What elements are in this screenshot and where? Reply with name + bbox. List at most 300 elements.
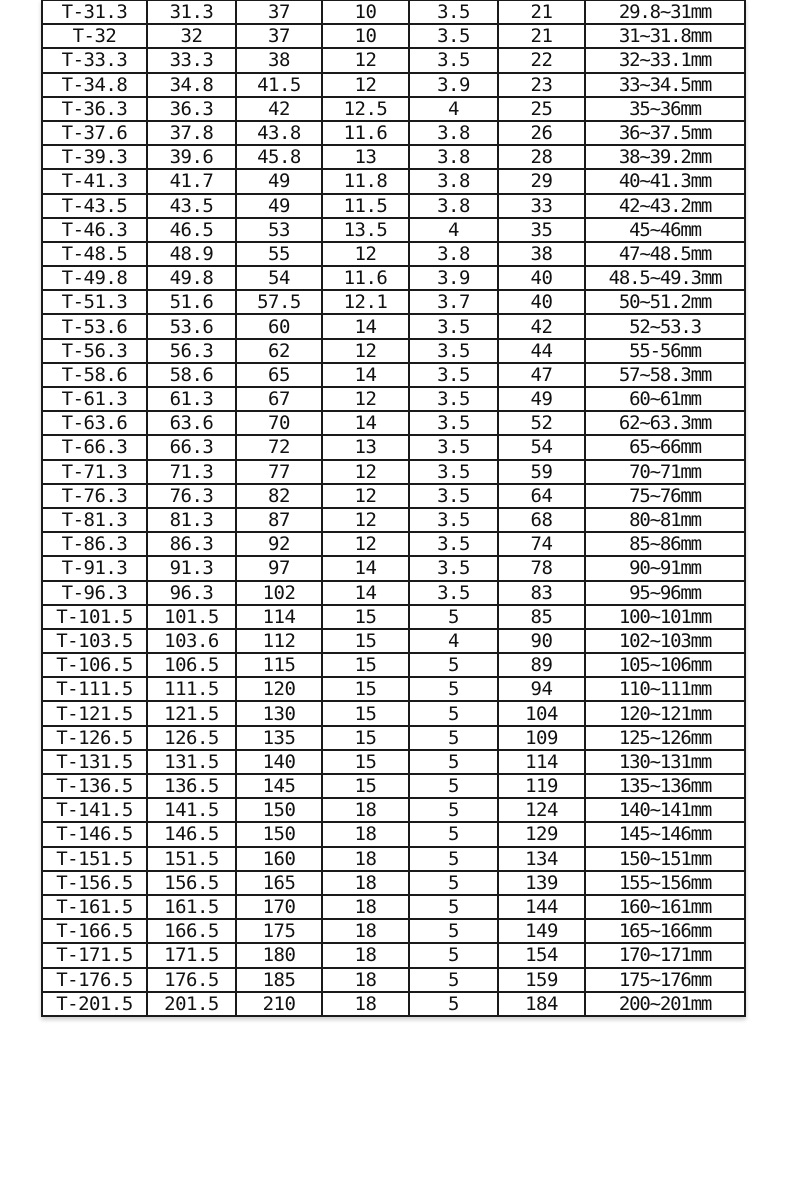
cell-fit-range: 135~136mm <box>585 774 745 798</box>
cell-thickness: 5 <box>409 798 498 822</box>
cell-fit-range: 170~171mm <box>585 943 745 967</box>
cell-dimension: 94 <box>498 677 585 701</box>
cell-outer-diameter: 70 <box>236 411 322 435</box>
cell-fit-range: 65~66mm <box>585 435 745 459</box>
cell-model: T-37.6 <box>42 121 147 145</box>
cell-thickness: 3.5 <box>409 339 498 363</box>
cell-fit-range: 165~166mm <box>585 919 745 943</box>
cell-width: 18 <box>322 895 409 919</box>
cell-model: T-91.3 <box>42 556 147 580</box>
cell-fit-range: 110~111mm <box>585 677 745 701</box>
cell-dimension: 114 <box>498 750 585 774</box>
cell-width: 15 <box>322 726 409 750</box>
cell-inner-diameter: 96.3 <box>147 581 236 605</box>
cell-width: 15 <box>322 605 409 629</box>
cell-outer-diameter: 49 <box>236 194 322 218</box>
cell-fit-range: 55-56mm <box>585 339 745 363</box>
cell-fit-range: 38~39.2mm <box>585 145 745 169</box>
cell-thickness: 3.5 <box>409 24 498 48</box>
cell-thickness: 4 <box>409 97 498 121</box>
cell-model: T-36.3 <box>42 97 147 121</box>
cell-dimension: 64 <box>498 484 585 508</box>
cell-thickness: 5 <box>409 992 498 1016</box>
cell-fit-range: 75~76mm <box>585 484 745 508</box>
cell-outer-diameter: 62 <box>236 339 322 363</box>
cell-fit-range: 140~141mm <box>585 798 745 822</box>
cell-inner-diameter: 171.5 <box>147 943 236 967</box>
cell-thickness: 3.7 <box>409 290 498 314</box>
cell-outer-diameter: 92 <box>236 532 322 556</box>
cell-outer-diameter: 45.8 <box>236 145 322 169</box>
cell-outer-diameter: 210 <box>236 992 322 1016</box>
cell-thickness: 5 <box>409 726 498 750</box>
cell-dimension: 78 <box>498 556 585 580</box>
table-row <box>42 145 745 169</box>
cell-dimension: 104 <box>498 701 585 725</box>
cell-dimension: 47 <box>498 363 585 387</box>
cell-inner-diameter: 53.6 <box>147 314 236 338</box>
cell-thickness: 5 <box>409 701 498 725</box>
cell-width: 14 <box>322 411 409 435</box>
table-row <box>42 169 745 193</box>
cell-inner-diameter: 106.5 <box>147 653 236 677</box>
cell-width: 12 <box>322 387 409 411</box>
cell-outer-diameter: 112 <box>236 629 322 653</box>
cell-inner-diameter: 161.5 <box>147 895 236 919</box>
cell-model: T-151.5 <box>42 847 147 871</box>
table-row <box>42 121 745 145</box>
table-row <box>42 290 745 314</box>
cell-width: 11.6 <box>322 121 409 145</box>
cell-outer-diameter: 185 <box>236 968 322 992</box>
cell-outer-diameter: 114 <box>236 605 322 629</box>
table-row <box>42 943 745 967</box>
cell-outer-diameter: 160 <box>236 847 322 871</box>
table-row <box>42 605 745 629</box>
cell-model: T-126.5 <box>42 726 147 750</box>
cell-fit-range: 45~46mm <box>585 218 745 242</box>
cell-model: T-43.5 <box>42 194 147 218</box>
table-row <box>42 750 745 774</box>
cell-dimension: 49 <box>498 387 585 411</box>
cell-model: T-131.5 <box>42 750 147 774</box>
cell-outer-diameter: 43.8 <box>236 121 322 145</box>
cell-inner-diameter: 201.5 <box>147 992 236 1016</box>
cell-fit-range: 32~33.1mm <box>585 48 745 72</box>
cell-thickness: 3.5 <box>409 435 498 459</box>
cell-width: 11.8 <box>322 169 409 193</box>
cell-thickness: 3.5 <box>409 411 498 435</box>
cell-fit-range: 80~81mm <box>585 508 745 532</box>
cell-width: 12 <box>322 460 409 484</box>
cell-fit-range: 175~176mm <box>585 968 745 992</box>
table-row <box>42 363 745 387</box>
cell-fit-range: 70~71mm <box>585 460 745 484</box>
cell-model: T-86.3 <box>42 532 147 556</box>
cell-fit-range: 60~61mm <box>585 387 745 411</box>
cell-fit-range: 155~156mm <box>585 871 745 895</box>
cell-thickness: 5 <box>409 943 498 967</box>
cell-outer-diameter: 57.5 <box>236 290 322 314</box>
cell-inner-diameter: 76.3 <box>147 484 236 508</box>
cell-dimension: 44 <box>498 339 585 363</box>
cell-model: T-51.3 <box>42 290 147 314</box>
cell-outer-diameter: 77 <box>236 460 322 484</box>
cell-thickness: 5 <box>409 774 498 798</box>
cell-dimension: 129 <box>498 822 585 846</box>
cell-outer-diameter: 67 <box>236 387 322 411</box>
cell-outer-diameter: 82 <box>236 484 322 508</box>
cell-thickness: 5 <box>409 871 498 895</box>
cell-dimension: 184 <box>498 992 585 1016</box>
cell-inner-diameter: 51.6 <box>147 290 236 314</box>
cell-outer-diameter: 72 <box>236 435 322 459</box>
cell-width: 12 <box>322 48 409 72</box>
cell-width: 15 <box>322 677 409 701</box>
cell-width: 12 <box>322 339 409 363</box>
cell-fit-range: 57~58.3mm <box>585 363 745 387</box>
table-row <box>42 581 745 605</box>
cell-inner-diameter: 111.5 <box>147 677 236 701</box>
table-row <box>42 726 745 750</box>
spec-table-body <box>42 0 745 1016</box>
cell-outer-diameter: 150 <box>236 822 322 846</box>
cell-outer-diameter: 65 <box>236 363 322 387</box>
cell-thickness: 3.5 <box>409 48 498 72</box>
table-row <box>42 460 745 484</box>
cell-thickness: 5 <box>409 677 498 701</box>
cell-fit-range: 48.5~49.3mm <box>585 266 745 290</box>
table-row <box>42 387 745 411</box>
cell-model: T-136.5 <box>42 774 147 798</box>
cell-inner-diameter: 141.5 <box>147 798 236 822</box>
cell-outer-diameter: 170 <box>236 895 322 919</box>
table-row <box>42 532 745 556</box>
table-row <box>42 556 745 580</box>
cell-model: T-32 <box>42 24 147 48</box>
cell-dimension: 29 <box>498 169 585 193</box>
table-row <box>42 24 745 48</box>
cell-model: T-53.6 <box>42 314 147 338</box>
cell-width: 18 <box>322 919 409 943</box>
cell-width: 18 <box>322 847 409 871</box>
cell-thickness: 3.9 <box>409 73 498 97</box>
cell-model: T-49.8 <box>42 266 147 290</box>
cell-outer-diameter: 54 <box>236 266 322 290</box>
cell-model: T-101.5 <box>42 605 147 629</box>
cell-model: T-56.3 <box>42 339 147 363</box>
cell-model: T-81.3 <box>42 508 147 532</box>
cell-thickness: 4 <box>409 629 498 653</box>
cell-thickness: 3.8 <box>409 121 498 145</box>
cell-outer-diameter: 37 <box>236 24 322 48</box>
cell-model: T-106.5 <box>42 653 147 677</box>
cell-thickness: 5 <box>409 822 498 846</box>
cell-thickness: 3.8 <box>409 169 498 193</box>
cell-inner-diameter: 32 <box>147 24 236 48</box>
cell-width: 18 <box>322 798 409 822</box>
cell-outer-diameter: 102 <box>236 581 322 605</box>
cell-fit-range: 62~63.3mm <box>585 411 745 435</box>
table-row <box>42 895 745 919</box>
cell-model: T-111.5 <box>42 677 147 701</box>
cell-width: 12.5 <box>322 97 409 121</box>
cell-width: 12 <box>322 532 409 556</box>
table-row <box>42 508 745 532</box>
cell-width: 11.5 <box>322 194 409 218</box>
cell-outer-diameter: 42 <box>236 97 322 121</box>
cell-inner-diameter: 121.5 <box>147 701 236 725</box>
cell-outer-diameter: 145 <box>236 774 322 798</box>
cell-model: T-76.3 <box>42 484 147 508</box>
cell-outer-diameter: 175 <box>236 919 322 943</box>
cell-thickness: 3.5 <box>409 363 498 387</box>
cell-fit-range: 40~41.3mm <box>585 169 745 193</box>
cell-fit-range: 160~161mm <box>585 895 745 919</box>
cell-dimension: 40 <box>498 266 585 290</box>
cell-width: 12 <box>322 484 409 508</box>
cell-thickness: 3.5 <box>409 581 498 605</box>
cell-model: T-39.3 <box>42 145 147 169</box>
cell-width: 14 <box>322 581 409 605</box>
cell-width: 14 <box>322 363 409 387</box>
cell-fit-range: 52~53.3 <box>585 314 745 338</box>
cell-inner-diameter: 156.5 <box>147 871 236 895</box>
table-row <box>42 242 745 266</box>
cell-inner-diameter: 58.6 <box>147 363 236 387</box>
table-row <box>42 411 745 435</box>
cell-inner-diameter: 131.5 <box>147 750 236 774</box>
cell-model: T-34.8 <box>42 73 147 97</box>
cell-model: T-71.3 <box>42 460 147 484</box>
cell-width: 14 <box>322 314 409 338</box>
cell-thickness: 5 <box>409 605 498 629</box>
cell-width: 12 <box>322 242 409 266</box>
cell-outer-diameter: 165 <box>236 871 322 895</box>
cell-thickness: 3.5 <box>409 387 498 411</box>
table-row <box>42 774 745 798</box>
cell-outer-diameter: 130 <box>236 701 322 725</box>
cell-fit-range: 100~101mm <box>585 605 745 629</box>
cell-dimension: 38 <box>498 242 585 266</box>
cell-width: 13.5 <box>322 218 409 242</box>
cell-inner-diameter: 49.8 <box>147 266 236 290</box>
cell-dimension: 89 <box>498 653 585 677</box>
cell-inner-diameter: 166.5 <box>147 919 236 943</box>
cell-model: T-176.5 <box>42 968 147 992</box>
cell-outer-diameter: 53 <box>236 218 322 242</box>
cell-model: T-146.5 <box>42 822 147 846</box>
cell-fit-range: 47~48.5mm <box>585 242 745 266</box>
cell-width: 15 <box>322 774 409 798</box>
cell-fit-range: 125~126mm <box>585 726 745 750</box>
cell-width: 13 <box>322 145 409 169</box>
cell-inner-diameter: 61.3 <box>147 387 236 411</box>
table-row <box>42 677 745 701</box>
cell-dimension: 59 <box>498 460 585 484</box>
table-row <box>42 968 745 992</box>
spec-table <box>41 0 746 1017</box>
cell-model: T-41.3 <box>42 169 147 193</box>
cell-model: T-31.3 <box>42 0 147 24</box>
cell-inner-diameter: 151.5 <box>147 847 236 871</box>
cell-fit-range: 50~51.2mm <box>585 290 745 314</box>
table-row <box>42 701 745 725</box>
cell-inner-diameter: 81.3 <box>147 508 236 532</box>
cell-fit-range: 36~37.5mm <box>585 121 745 145</box>
cell-dimension: 85 <box>498 605 585 629</box>
cell-outer-diameter: 49 <box>236 169 322 193</box>
cell-dimension: 144 <box>498 895 585 919</box>
cell-inner-diameter: 48.9 <box>147 242 236 266</box>
cell-dimension: 23 <box>498 73 585 97</box>
cell-width: 18 <box>322 822 409 846</box>
cell-model: T-66.3 <box>42 435 147 459</box>
cell-thickness: 3.5 <box>409 556 498 580</box>
cell-dimension: 52 <box>498 411 585 435</box>
table-row <box>42 847 745 871</box>
cell-fit-range: 200~201mm <box>585 992 745 1016</box>
cell-model: T-63.6 <box>42 411 147 435</box>
cell-thickness: 3.5 <box>409 314 498 338</box>
table-row <box>42 629 745 653</box>
cell-inner-diameter: 37.8 <box>147 121 236 145</box>
cell-thickness: 3.9 <box>409 266 498 290</box>
cell-fit-range: 33~34.5mm <box>585 73 745 97</box>
cell-thickness: 3.5 <box>409 508 498 532</box>
cell-dimension: 159 <box>498 968 585 992</box>
cell-inner-diameter: 91.3 <box>147 556 236 580</box>
cell-dimension: 124 <box>498 798 585 822</box>
cell-width: 11.6 <box>322 266 409 290</box>
cell-fit-range: 42~43.2mm <box>585 194 745 218</box>
table-row <box>42 435 745 459</box>
cell-inner-diameter: 34.8 <box>147 73 236 97</box>
cell-inner-diameter: 56.3 <box>147 339 236 363</box>
cell-model: T-33.3 <box>42 48 147 72</box>
cell-width: 15 <box>322 701 409 725</box>
cell-dimension: 28 <box>498 145 585 169</box>
cell-fit-range: 105~106mm <box>585 653 745 677</box>
cell-width: 14 <box>322 556 409 580</box>
cell-inner-diameter: 71.3 <box>147 460 236 484</box>
cell-inner-diameter: 146.5 <box>147 822 236 846</box>
table-row <box>42 194 745 218</box>
cell-width: 10 <box>322 24 409 48</box>
cell-thickness: 5 <box>409 847 498 871</box>
table-row <box>42 798 745 822</box>
cell-model: T-141.5 <box>42 798 147 822</box>
cell-model: T-201.5 <box>42 992 147 1016</box>
cell-fit-range: 29.8~31mm <box>585 0 745 24</box>
table-row <box>42 822 745 846</box>
cell-width: 18 <box>322 871 409 895</box>
cell-fit-range: 90~91mm <box>585 556 745 580</box>
table-row <box>42 73 745 97</box>
cell-width: 18 <box>322 943 409 967</box>
cell-dimension: 26 <box>498 121 585 145</box>
cell-dimension: 40 <box>498 290 585 314</box>
cell-dimension: 90 <box>498 629 585 653</box>
cell-inner-diameter: 103.6 <box>147 629 236 653</box>
cell-width: 18 <box>322 968 409 992</box>
cell-width: 15 <box>322 629 409 653</box>
cell-thickness: 5 <box>409 750 498 774</box>
cell-outer-diameter: 140 <box>236 750 322 774</box>
cell-dimension: 68 <box>498 508 585 532</box>
cell-width: 12 <box>322 73 409 97</box>
table-row <box>42 992 745 1016</box>
cell-dimension: 134 <box>498 847 585 871</box>
cell-inner-diameter: 31.3 <box>147 0 236 24</box>
table-row <box>42 266 745 290</box>
cell-dimension: 42 <box>498 314 585 338</box>
cell-thickness: 3.8 <box>409 145 498 169</box>
cell-outer-diameter: 120 <box>236 677 322 701</box>
cell-thickness: 4 <box>409 218 498 242</box>
cell-outer-diameter: 60 <box>236 314 322 338</box>
cell-thickness: 3.5 <box>409 532 498 556</box>
cell-model: T-58.6 <box>42 363 147 387</box>
cell-model: T-48.5 <box>42 242 147 266</box>
cell-fit-range: 85~86mm <box>585 532 745 556</box>
table-row <box>42 314 745 338</box>
table-row <box>42 484 745 508</box>
cell-fit-range: 130~131mm <box>585 750 745 774</box>
cell-outer-diameter: 38 <box>236 48 322 72</box>
cell-model: T-121.5 <box>42 701 147 725</box>
cell-dimension: 119 <box>498 774 585 798</box>
table-row <box>42 97 745 121</box>
cell-inner-diameter: 33.3 <box>147 48 236 72</box>
cell-model: T-103.5 <box>42 629 147 653</box>
cell-width: 15 <box>322 653 409 677</box>
cell-outer-diameter: 150 <box>236 798 322 822</box>
cell-dimension: 21 <box>498 24 585 48</box>
cell-dimension: 35 <box>498 218 585 242</box>
table-row <box>42 218 745 242</box>
table-row <box>42 653 745 677</box>
cell-inner-diameter: 43.5 <box>147 194 236 218</box>
cell-thickness: 3.5 <box>409 484 498 508</box>
cell-width: 12.1 <box>322 290 409 314</box>
cell-dimension: 21 <box>498 0 585 24</box>
cell-thickness: 5 <box>409 653 498 677</box>
cell-inner-diameter: 176.5 <box>147 968 236 992</box>
cell-fit-range: 145~146mm <box>585 822 745 846</box>
cell-outer-diameter: 97 <box>236 556 322 580</box>
cell-model: T-61.3 <box>42 387 147 411</box>
cell-outer-diameter: 41.5 <box>236 73 322 97</box>
cell-model: T-171.5 <box>42 943 147 967</box>
table-row <box>42 0 745 24</box>
cell-inner-diameter: 86.3 <box>147 532 236 556</box>
cell-dimension: 154 <box>498 943 585 967</box>
cell-thickness: 3.5 <box>409 0 498 24</box>
cell-outer-diameter: 135 <box>236 726 322 750</box>
cell-dimension: 74 <box>498 532 585 556</box>
cell-outer-diameter: 87 <box>236 508 322 532</box>
cell-dimension: 54 <box>498 435 585 459</box>
cell-inner-diameter: 126.5 <box>147 726 236 750</box>
cell-dimension: 22 <box>498 48 585 72</box>
table-row <box>42 48 745 72</box>
cell-width: 18 <box>322 992 409 1016</box>
cell-dimension: 33 <box>498 194 585 218</box>
cell-width: 13 <box>322 435 409 459</box>
cell-outer-diameter: 37 <box>236 0 322 24</box>
cell-dimension: 139 <box>498 871 585 895</box>
